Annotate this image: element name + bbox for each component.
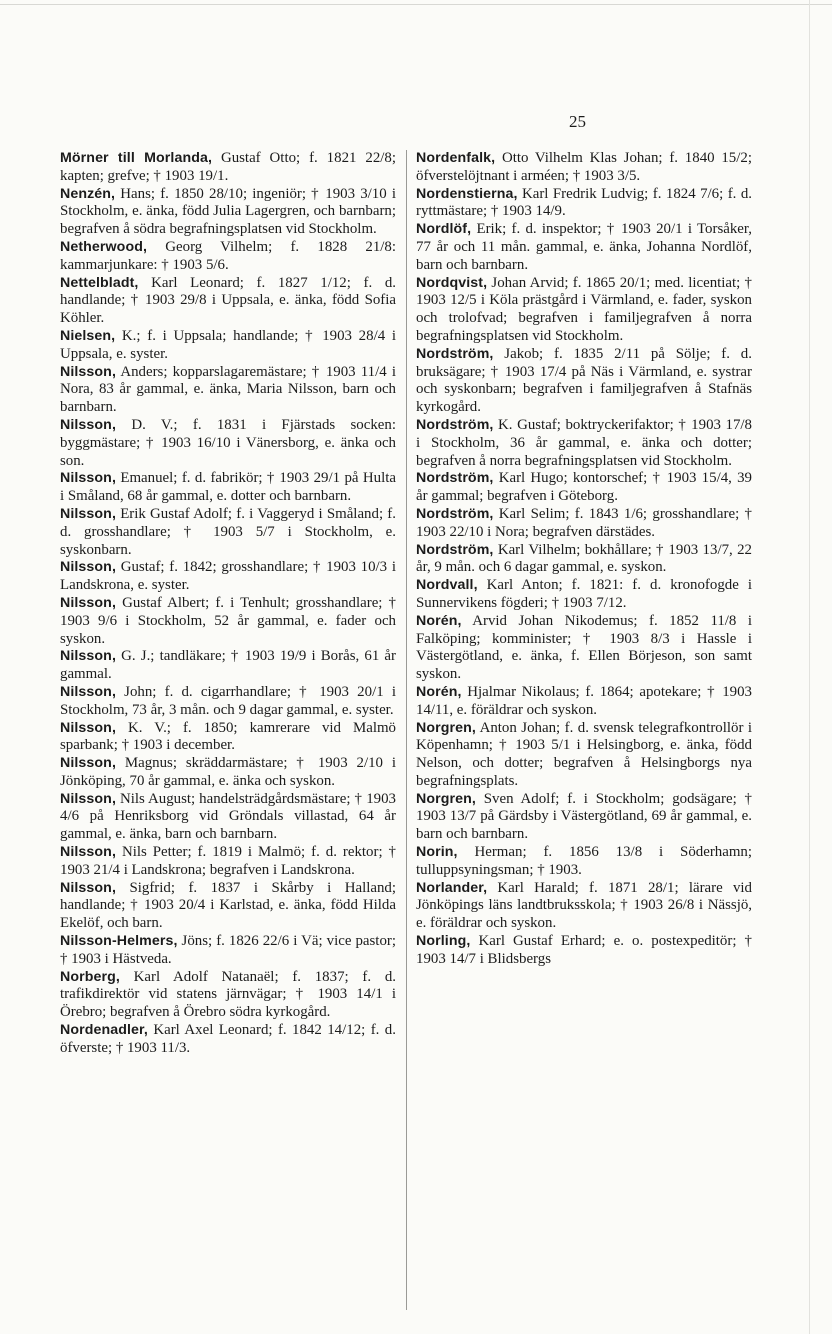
entry [60, 933, 396, 969]
entry-name: Nordenadler, [60, 1022, 148, 1039]
entry [60, 364, 396, 417]
left-column [60, 150, 396, 1310]
entry [60, 559, 396, 595]
entry-text: K.; f. i Uppsala; handlande; † 1903 28/4 i Uppsala, e. syster. [60, 327, 396, 362]
entry-name: Nilsson, [60, 470, 116, 487]
entry-text: Karl Axel Leonard; f. 1842 14/12; f. d. öfverste; † 1903 11/3. [60, 1022, 396, 1056]
page-top-edge [0, 4, 832, 5]
entry-text: G. J.; tandläkare; † 1903 19/9 i Borås, 61 år gammal. [60, 648, 396, 683]
entry [60, 755, 396, 791]
entry-text: K. Gustaf; boktryckerifaktor; † 1903 17/8 i Stockholm, 36 år gammal, e. änka och dotter; begrafven å norra begrafningsplatsen vid Stockholm. [416, 416, 752, 469]
entry-name: Nordström, [416, 470, 494, 487]
entry [60, 684, 396, 720]
entry-text: Emanuel; f. d. fabrikör; † 1903 29/1 på Hulta i Småland, 68 år gammal, e. dotter och barnbarn. [60, 470, 396, 505]
page-number: 25 [569, 112, 586, 131]
entry [416, 221, 752, 274]
entry [416, 275, 752, 346]
page-right-edge [809, 0, 810, 1334]
entry-text: Jöns; f. 1826 22/6 i Vä; vice pastor; † 1903 i Hästveda. [60, 933, 396, 967]
entry-name: Nordström, [416, 416, 494, 433]
entry [416, 150, 752, 186]
entry-name: Norin, [416, 844, 458, 861]
entry [416, 720, 752, 791]
entry-text: Karl Anton; f. 1821: f. d. kronofogde i Sunnervikens fögderi; † 1903 7/12. [416, 577, 752, 611]
entry [60, 648, 396, 684]
entry-text: Magnus; skräddarmästare; † 1903 2/10 i Jönköping, 70 år gammal, e. änka och syskon. [60, 755, 396, 789]
entry [60, 275, 396, 328]
entry [416, 791, 752, 844]
entry-name: Norén, [416, 612, 462, 629]
entry [416, 577, 752, 613]
entry [60, 239, 396, 275]
entry-name: Norling, [416, 933, 471, 950]
entry-name: Nettelbladt, [60, 274, 139, 291]
entry-text: Arvid Johan Nikodemus; f. 1852 11/8 i Falköping; komminister; † 1903 8/3 i Hassle i Västergötland, e. änka, f. Ellen Börjeson, son samt syskon. [416, 612, 752, 683]
entry-text: Sven Adolf; f. i Stockholm; godsägare; † 1903 13/7 på Gärdsby i Västergötland, 69 år gammal, e. barn och barnbarn. [416, 790, 752, 843]
entry-name: Nordström, [416, 541, 494, 558]
entry-name: Nilsson, [60, 719, 116, 736]
entry-name: Nilsson, [60, 416, 116, 433]
entry-name: Nordström, [416, 345, 494, 362]
entry-text: Karl Hugo; kontorschef; † 1903 15/4, 39 år gammal; begrafven i Göteborg. [416, 470, 752, 505]
entry-text: Karl Gustaf Erhard; e. o. postexpeditör; † 1903 14/7 i Blidsbergs [416, 933, 752, 967]
entry-text: Gustaf Albert; f. i Tenhult; grosshandlare; † 1903 9/6 i Stockholm, 52 år gammal, e. fader och syskon. [60, 594, 396, 647]
entry-name: Mörner till Morlanda, [60, 150, 213, 166]
entry-text: Karl Harald; f. 1871 28/1; lärare vid Jönköpings läns landtbruksskola; † 1903 26/8 i Nässjö, e. föräldrar och syskon. [416, 879, 752, 932]
entry-text: Nils August; handelsträdgårdsmästare; † 1903 4/6 på Henriksborg vid Gröndals villastad, 64 år gammal, e. änka, barn och barnbarn. [60, 790, 396, 843]
entry-name: Nilsson-Helmers, [60, 933, 178, 950]
entry-text: D. V.; f. 1831 i Fjärstads socken: byggmästare; † 1903 16/10 i Vänersborg, e. änka och son. [60, 416, 396, 469]
entry-text: Sigfrid; f. 1837 i Skårby i Halland; handlande; † 1903 20/4 i Karlstad, e. änka, född Hilda Ekelöf, och barn. [60, 879, 396, 932]
entry-name: Nilsson, [60, 790, 116, 807]
entry [60, 844, 396, 880]
entry-text: Karl Leonard; f. 1827 1/12; f. d. handlande; † 1903 29/8 i Uppsala, e. änka, född Sofia Köhler. [60, 274, 396, 327]
entry [60, 1022, 396, 1058]
entry-name: Nilsson, [60, 879, 116, 896]
entry-name: Nielsen, [60, 327, 116, 344]
entry-name: Nordström, [416, 505, 494, 522]
entry-text: Gustaf; f. 1842; grosshandlare; † 1903 10/3 i Landskrona, e. syster. [60, 559, 396, 594]
entry [60, 880, 396, 933]
entry-name: Nilsson, [60, 683, 116, 700]
entry [416, 346, 752, 417]
entry-name: Nordenfalk, [416, 150, 496, 166]
entry-text: Karl Selim; f. 1843 1/6; grosshandlare; † 1903 22/10 i Nora; begrafven därstädes. [416, 505, 752, 540]
entry [60, 969, 396, 1022]
entry [60, 506, 396, 559]
entry-name: Nordlöf, [416, 221, 472, 238]
entry-name: Norgren, [416, 790, 476, 807]
entry [416, 470, 752, 506]
entry-name: Netherwood, [60, 238, 148, 255]
entry [416, 844, 752, 880]
entry-text: Jakob; f. 1835 2/11 på Sölje; f. d. bruksägare; † 1903 17/4 på Näs i Värmland, e. systrar och syskonbarn; begrafven i familjegrafven å Stafnäs kyrkogård. [416, 345, 752, 416]
entry [60, 328, 396, 364]
entry-name: Nilsson, [60, 559, 116, 576]
entry-text: K. V.; f. 1850; kamrerare vid Malmö sparbank; † 1903 i december. [60, 719, 397, 754]
entry-name: Nenzén, [60, 185, 116, 202]
entry [60, 720, 396, 756]
entry-name: Nilsson, [60, 594, 116, 611]
entry [60, 791, 396, 844]
entry-text: Anton Johan; f. d. svensk telegrafkontrollör i Köpenhamn; † 1903 5/1 i Helsingborg, e. änka, född Nelson, och dotter; begrafven å Helsingborgs nya begrafningsplats. [416, 719, 753, 789]
entry-name: Nordenstierna, [416, 185, 518, 202]
entry [60, 470, 396, 506]
entry-name: Nilsson, [60, 844, 116, 861]
right-column [406, 150, 752, 1310]
entry [416, 417, 752, 470]
entry-name: Nilsson, [60, 505, 116, 522]
entry [416, 186, 752, 222]
entry-text: Anders; kopparslagaremästare; † 1903 11/4 i Nora, 83 år gammal, e. änka, Maria Nilsson, barn och barnbarn. [60, 363, 397, 416]
entry-text: John; f. d. cigarrhandlare; † 1903 20/1 i Stockholm, 73 år, 3 mån. och 9 dagar gammal, e. syster. [60, 683, 396, 718]
entry [416, 506, 752, 542]
entry-text: Herman; f. 1856 13/8 i Söderhamn; tulluppsyningsman; † 1903. [416, 844, 752, 878]
entry-text: Karl Adolf Natanaël; f. 1837; f. d. trafikdirektör vid statens järnvägar; † 1903 14/1 i Örebro; begrafven å Örebro södra kyrkogård. [60, 968, 396, 1021]
entry-text: Nils Petter; f. 1819 i Malmö; f. d. rektor; † 1903 21/4 i Landskrona; begrafven i Landskrona. [60, 844, 396, 878]
entry-text: Johan Arvid; f. 1865 20/1; med. licentiat; † 1903 12/5 i Köla prästgård i Värmland, e. fader, syskon och trolofvad; begrafven i familjegrafven å norra begrafningsplatsen vid Stockholm. [416, 274, 752, 344]
entry-text: Gustaf Otto; f. 1821 22/8; kapten; grefve; † 1903 19/1. [60, 150, 396, 184]
entry [416, 933, 752, 969]
entry-text: Hjalmar Nikolaus; f. 1864; apotekare; † 1903 14/11, e. föräldrar och syskon. [416, 683, 752, 718]
entry-text: Erik Gustaf Adolf; f. i Vaggeryd i Småland; f. d. grosshandlare; † 1903 5/7 i Stockholm, e. syskonbarn. [60, 505, 396, 558]
entry-text: Hans; f. 1850 28/10; ingeniör; † 1903 3/10 i Stockholm, e. änka, född Julia Lagergren, och barnbarn; begrafven å södra begrafningsplatsen vid Stockholm. [60, 185, 396, 238]
entry-name: Norgren, [416, 719, 476, 736]
entry-text: Otto Vilhelm Klas Johan; f. 1840 15/2; öfverstelöjtnant i arméen; † 1903 3/5. [416, 150, 752, 184]
entry-text: Georg Vilhelm; f. 1828 21/8: kammarjunkare: † 1903 5/6. [60, 238, 396, 273]
entry-name: Norlander, [416, 879, 488, 896]
entry [416, 880, 752, 933]
entry-text: Karl Vilhelm; bokhållare; † 1903 13/7, 22 år, 9 mån. och 6 dagar gammal, e. syskon. [416, 541, 752, 576]
entry-name: Nilsson, [60, 755, 116, 772]
entry [60, 595, 396, 648]
entry-text: Karl Fredrik Ludvig; f. 1824 7/6; f. d. ryttmästare; † 1903 14/9. [416, 185, 752, 220]
entry-name: Nilsson, [60, 648, 116, 665]
entry-name: Nordvall, [416, 577, 478, 594]
entry [60, 417, 396, 470]
entry-name: Nilsson, [60, 363, 116, 380]
entry [416, 684, 752, 720]
entry [416, 613, 752, 684]
entry-name: Nordqvist, [416, 274, 488, 291]
entry-text: Erik; f. d. inspektor; † 1903 20/1 i Torsåker, 77 år och 11 mån. gammal, e. änka, Johanna Nordlöf, barn och barnbarn. [416, 221, 752, 273]
entry-name: Norén, [416, 683, 462, 700]
entry [60, 150, 396, 186]
entry [60, 186, 396, 239]
entry [416, 542, 752, 578]
entry-name: Norberg, [60, 968, 120, 985]
register-columns [60, 150, 752, 1310]
